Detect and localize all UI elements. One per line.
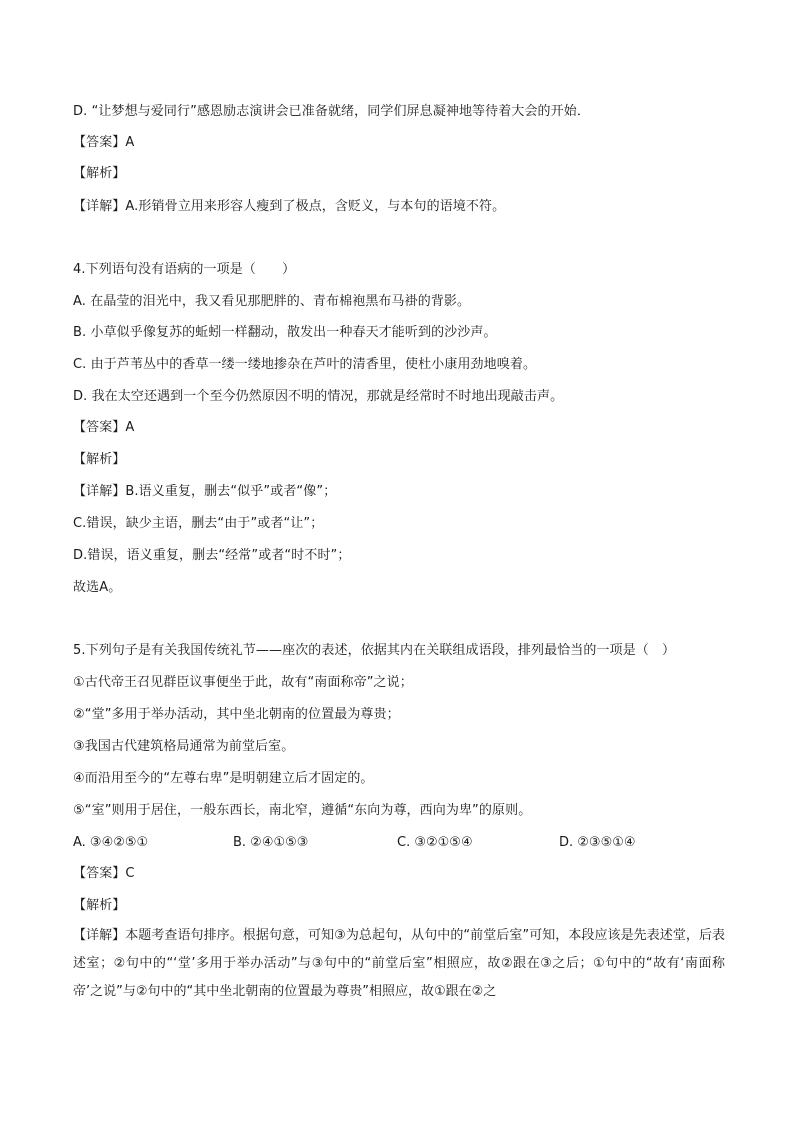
q4-stem: 4.下列语句没有语病的一项是（ ）: [73, 262, 296, 277]
q4-detail-1: 【详解】B.语义重复，删去“似乎”或者“像”；: [73, 484, 337, 499]
q3-analysis-label: 【解析】: [73, 166, 126, 181]
q4-option-a: A. 在晶莹的泪光中，我又看见那肥胖的、青布棉袍黑布马褂的背影。: [73, 294, 471, 309]
q5-option-d: D. ②③⑤①④: [559, 835, 636, 850]
q4-answer: 【答案】A: [73, 420, 135, 435]
q5-sentence-1: ①古代帝王召见群臣议事便坐于此，故有“南面称帝”之说；: [73, 675, 413, 690]
q4-detail-4: 故选A。: [73, 580, 122, 595]
q5-sentence-4: ④而沿用至今的“左尊右卑”是明朝建立后才固定的。: [73, 771, 374, 786]
q5-analysis-label: 【解析】: [73, 898, 126, 913]
q3-answer: 【答案】A: [73, 135, 135, 150]
q5-stem: 5.下列句子是有关我国传统礼节——座次的表述，依据其内在关联组成语段，排列最恰当的一项是（ ）: [73, 643, 676, 658]
q5-detail: 【详解】本题考查语句排序。根据句意，可知③为总起句，从句中的“前堂后室”可知，本段应该是先表述堂，后表述室；②句中的“‘堂’多用于举办活动”与③句中的“前堂后室”相照应，故②跟在③之后；①句中的“故有‘南面称帝’之说”与②句中的“其中坐北朝南的位置最为尊贵”相照应，故①跟在②之: [73, 928, 725, 999]
q3-detail: 【详解】A.形销骨立用来形容人瘦到了极点，含贬义，与本句的语境不符。: [73, 199, 506, 214]
q4-detail-3: D.错误，语义重复，删去“经常”或者“时不时”；: [73, 548, 351, 563]
q4-option-b: B. 小草似乎像复苏的蚯蚓一样翻动，散发出一种春天才能听到的沙沙声。: [73, 325, 497, 340]
q4-detail-2: C.错误，缺少主语，删去“由于”或者“让”；: [73, 516, 324, 531]
q5-option-a: A. ③④②⑤①: [73, 835, 149, 850]
q5-sentence-3: ③我国古代建筑格局通常为前堂后室。: [73, 739, 295, 754]
q4-option-d: D. 我在太空还遇到一个至今仍然原因不明的情况，那就是经常时不时地出现敲击声。: [73, 389, 564, 404]
q3-option-d: D. “让梦想与爱同行”感恩励志演讲会已准备就绪，同学们屏息凝神地等待着大会的开始．: [73, 104, 590, 119]
q4-analysis-label: 【解析】: [73, 452, 126, 467]
q4-option-c: C. 由于芦苇丛中的香草一缕一缕地掺杂在芦叶的清香里，使杜小康用劲地嗅着。: [73, 357, 537, 372]
q5-answer: 【答案】C: [73, 866, 135, 881]
q5-sentence-5: ⑤“室”则用于居住，一般东西长，南北窄，遵循“东向为尊，西向为卑”的原则。: [73, 803, 532, 818]
q5-option-b: B. ②④①⑤③: [233, 835, 309, 850]
q5-sentence-2: ②“堂”多用于举办活动，其中坐北朝南的位置最为尊贵；: [73, 707, 400, 722]
q5-option-c: C. ③②①⑤④: [397, 835, 473, 850]
q5-options-row: [73, 833, 733, 853]
